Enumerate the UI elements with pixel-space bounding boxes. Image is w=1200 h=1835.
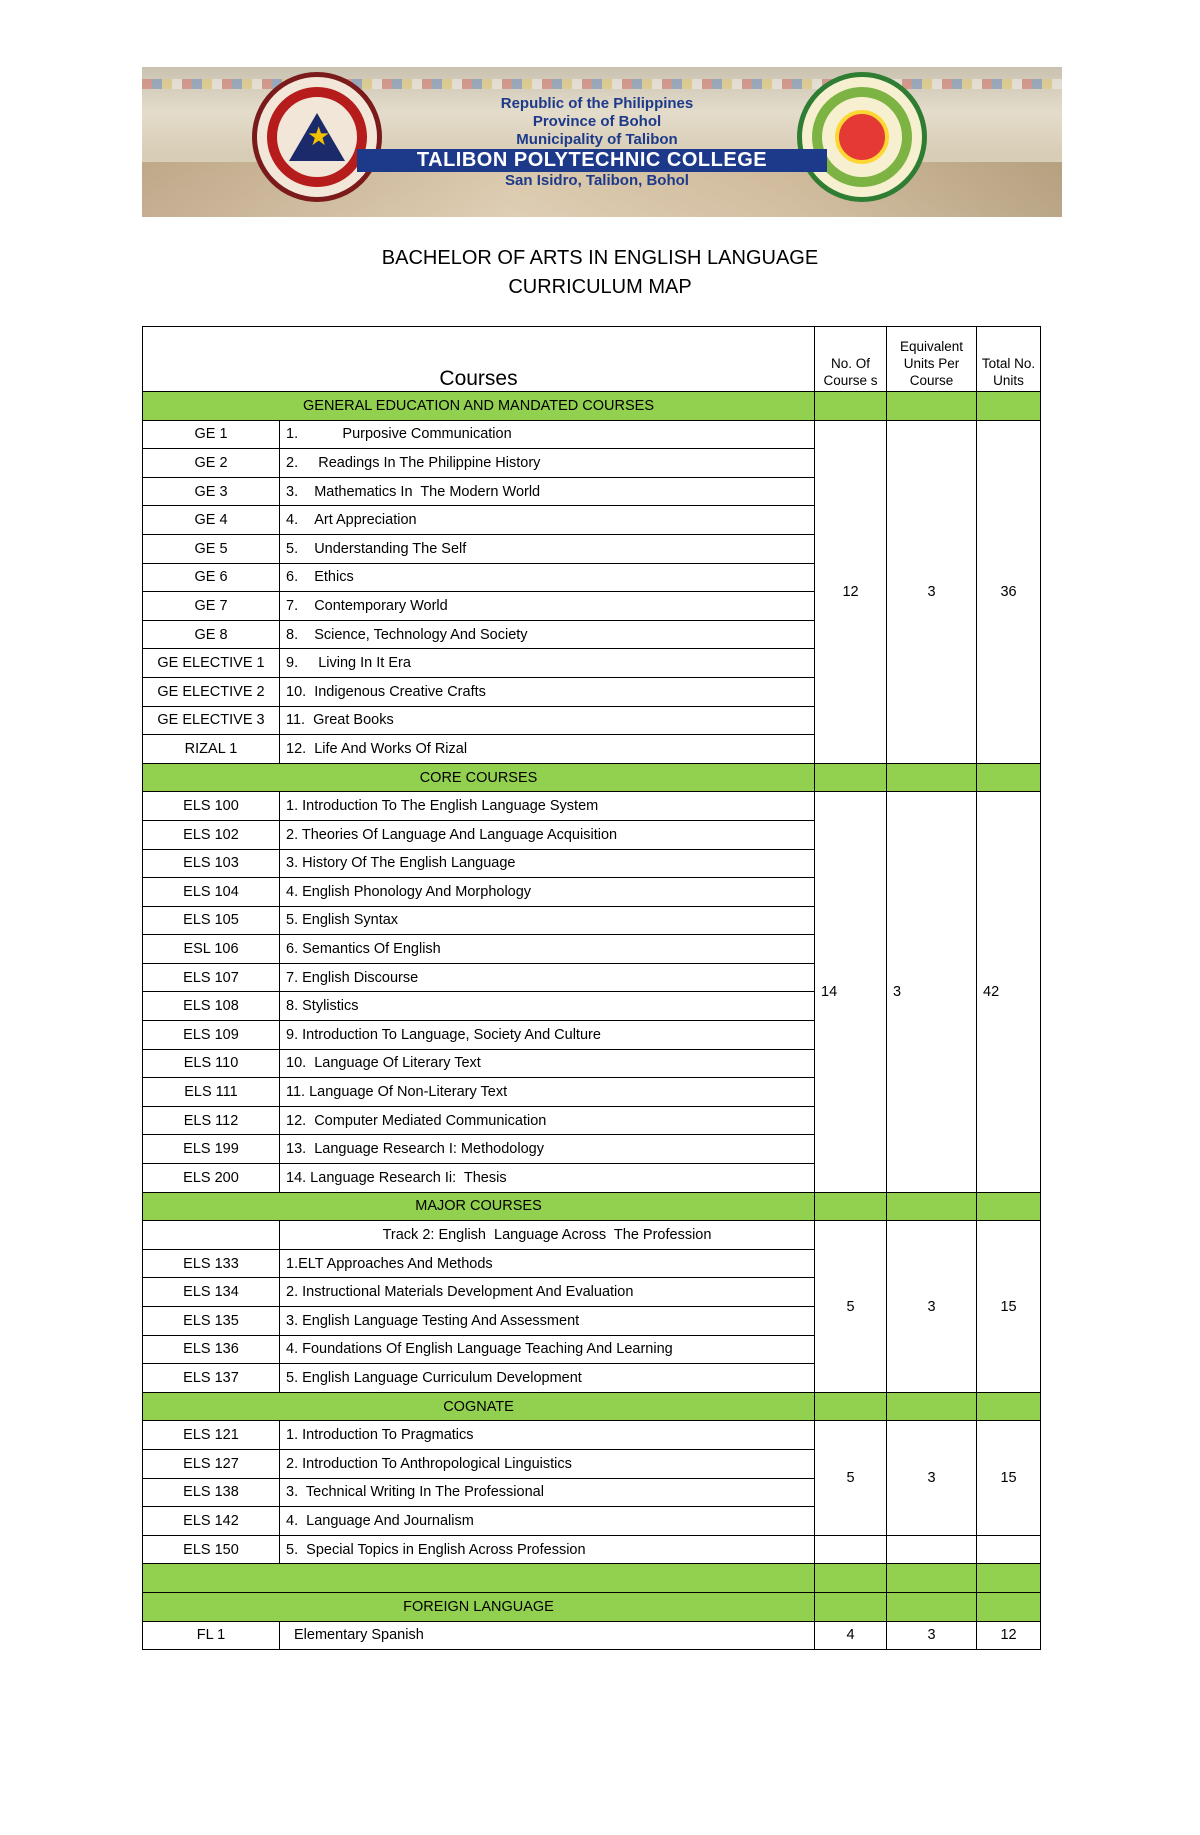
course-name: 4. Language And Journalism xyxy=(280,1507,815,1536)
municipality-seal-icon: ★ xyxy=(252,72,382,202)
course-code: GE ELECTIVE 1 xyxy=(143,649,280,678)
course-code: ELS 103 xyxy=(143,849,280,878)
course-code: ELS 199 xyxy=(143,1135,280,1164)
course-name: 5. Understanding The Self xyxy=(280,534,815,563)
foreign-total: 12 xyxy=(977,1621,1041,1650)
course-code: ELS 136 xyxy=(143,1335,280,1364)
course-name: 9. Living In It Era xyxy=(280,649,815,678)
title-line-1: BACHELOR OF ARTS IN ENGLISH LANGUAGE xyxy=(381,247,819,269)
track-row xyxy=(143,1221,1041,1250)
banner-college-name: TALIBON POLYTECHNIC COLLEGE xyxy=(357,149,827,172)
course-code: GE 8 xyxy=(143,620,280,649)
course-code: ESL 106 xyxy=(143,935,280,964)
course-name: 6. Semantics Of English xyxy=(280,935,815,964)
course-code: ELS 142 xyxy=(143,1507,280,1536)
section-header-major xyxy=(143,1192,1041,1221)
course-code: GE 3 xyxy=(143,477,280,506)
banner-line-2: Province of Bohol xyxy=(532,113,662,130)
section-header-cognate xyxy=(143,1392,1041,1421)
title-line-2: CURRICULUM MAP xyxy=(508,276,692,298)
course-code: ELS 110 xyxy=(143,1049,280,1078)
courses-header: Courses xyxy=(143,327,815,392)
course-code: GE 7 xyxy=(143,592,280,621)
course-name: 11. Language Of Non-Literary Text xyxy=(280,1078,815,1107)
course-code: ELS 138 xyxy=(143,1478,280,1507)
course-name: 2. Readings In The Philippine History xyxy=(280,449,815,478)
course-name: 12. Computer Mediated Communication xyxy=(280,1106,815,1135)
course-code: GE 2 xyxy=(143,449,280,478)
table-row xyxy=(143,792,1041,821)
course-name: 6. Ethics xyxy=(280,563,815,592)
foreign-units: 3 xyxy=(887,1621,977,1650)
section-header-foreign xyxy=(143,1592,1041,1621)
course-name: 14. Language Research Ii: Thesis xyxy=(280,1164,815,1193)
course-code: GE 6 xyxy=(143,563,280,592)
course-name: 3. History Of The English Language xyxy=(280,849,815,878)
course-code: ELS 108 xyxy=(143,992,280,1021)
major-units: 3 xyxy=(887,1221,977,1393)
section-title: FOREIGN LANGUAGE xyxy=(143,1592,815,1621)
page-title xyxy=(0,244,1200,302)
course-name: 4. Art Appreciation xyxy=(280,506,815,535)
course-code: ELS 200 xyxy=(143,1164,280,1193)
cognate-count: 5 xyxy=(815,1421,887,1535)
course-code: RIZAL 1 xyxy=(143,735,280,764)
section-title: MAJOR COURSES xyxy=(143,1192,815,1221)
section-header-ge xyxy=(143,392,1041,421)
course-name: 7. Contemporary World xyxy=(280,592,815,621)
course-code: ELS 127 xyxy=(143,1449,280,1478)
course-code: ELS 121 xyxy=(143,1421,280,1450)
table-row xyxy=(143,1535,1041,1564)
section-title: COGNATE xyxy=(143,1392,815,1421)
curriculum-table xyxy=(142,326,1041,1650)
course-code: GE ELECTIVE 3 xyxy=(143,706,280,735)
course-name: 8. Stylistics xyxy=(280,992,815,1021)
banner-address: San Isidro, Talibon, Bohol xyxy=(505,172,689,189)
banner-line-1: Republic of the Philippines xyxy=(500,95,694,112)
ge-units: 3 xyxy=(887,420,977,763)
course-code: GE 5 xyxy=(143,534,280,563)
core-total: 42 xyxy=(977,792,1041,1192)
ge-count: 12 xyxy=(815,420,887,763)
ge-total: 36 xyxy=(977,420,1041,763)
course-name: 3. English Language Testing And Assessment xyxy=(280,1307,815,1336)
table-row xyxy=(143,1621,1041,1650)
course-code: ELS 111 xyxy=(143,1078,280,1107)
major-total: 15 xyxy=(977,1221,1041,1393)
section-header-core xyxy=(143,763,1041,792)
course-code: ELS 104 xyxy=(143,878,280,907)
course-code: ELS 150 xyxy=(143,1535,280,1564)
cognate-total: 15 xyxy=(977,1421,1041,1535)
course-code: GE 1 xyxy=(143,420,280,449)
course-code: ELS 107 xyxy=(143,963,280,992)
course-name: 9. Introduction To Language, Society And Culture xyxy=(280,1021,815,1050)
core-count: 14 xyxy=(815,792,887,1192)
track-label: Track 2: English Language Across The Profession xyxy=(280,1221,815,1250)
course-name: 8. Science, Technology And Society xyxy=(280,620,815,649)
cognate-units: 3 xyxy=(887,1421,977,1535)
course-code: ELS 133 xyxy=(143,1249,280,1278)
course-code: ELS 137 xyxy=(143,1364,280,1393)
major-count: 5 xyxy=(815,1221,887,1393)
course-name: 10. Language Of Literary Text xyxy=(280,1049,815,1078)
course-name: 10. Indigenous Creative Crafts xyxy=(280,677,815,706)
course-name: 5. English Language Curriculum Development xyxy=(280,1364,815,1393)
course-name: 1.ELT Approaches And Methods xyxy=(280,1249,815,1278)
course-code: ELS 102 xyxy=(143,820,280,849)
section-spacer xyxy=(143,1564,1041,1593)
course-name: 5. Special Topics in English Across Profession xyxy=(280,1535,815,1564)
banner-line-3: Municipality of Talibon xyxy=(516,131,678,148)
core-units: 3 xyxy=(887,792,977,1192)
course-code: ELS 135 xyxy=(143,1307,280,1336)
section-title: CORE COURSES xyxy=(143,763,815,792)
course-name: 11. Great Books xyxy=(280,706,815,735)
course-name: 1. Purposive Communication xyxy=(280,420,815,449)
total-units-header: Total No. Units xyxy=(977,327,1041,392)
table-row xyxy=(143,420,1041,449)
course-name: 4. Foundations Of English Language Teaching And Learning xyxy=(280,1335,815,1364)
course-name: 2. Introduction To Anthropological Linguistics xyxy=(280,1449,815,1478)
section-title: GENERAL EDUCATION AND MANDATED COURSES xyxy=(143,392,815,421)
no-of-courses-header: No. Of Course s xyxy=(815,327,887,392)
course-name: 1. Introduction To The English Language System xyxy=(280,792,815,821)
course-name: 1. Introduction To Pragmatics xyxy=(280,1421,815,1450)
equiv-units-header: Equivalent Units Per Course xyxy=(887,327,977,392)
course-name: 2. Theories Of Language And Language Acquisition xyxy=(280,820,815,849)
table-row xyxy=(143,1421,1041,1450)
course-name: 5. English Syntax xyxy=(280,906,815,935)
foreign-count: 4 xyxy=(815,1621,887,1650)
course-name: 3. Technical Writing In The Professional xyxy=(280,1478,815,1507)
header-banner xyxy=(142,67,1062,217)
course-name: Elementary Spanish xyxy=(280,1621,815,1650)
course-code: ELS 112 xyxy=(143,1106,280,1135)
course-name: 2. Instructional Materials Development And Evaluation xyxy=(280,1278,815,1307)
table-header-row xyxy=(143,327,1041,392)
course-code: GE ELECTIVE 2 xyxy=(143,677,280,706)
course-code: GE 4 xyxy=(143,506,280,535)
course-name: 4. English Phonology And Morphology xyxy=(280,878,815,907)
course-code: ELS 100 xyxy=(143,792,280,821)
course-code: ELS 134 xyxy=(143,1278,280,1307)
course-code: ELS 109 xyxy=(143,1021,280,1050)
course-code: ELS 105 xyxy=(143,906,280,935)
course-name: 7. English Discourse xyxy=(280,963,815,992)
course-name: 12. Life And Works Of Rizal xyxy=(280,735,815,764)
course-name: 13. Language Research I: Methodology xyxy=(280,1135,815,1164)
course-name: 3. Mathematics In The Modern World xyxy=(280,477,815,506)
college-seal-icon xyxy=(797,72,927,202)
course-code: FL 1 xyxy=(143,1621,280,1650)
